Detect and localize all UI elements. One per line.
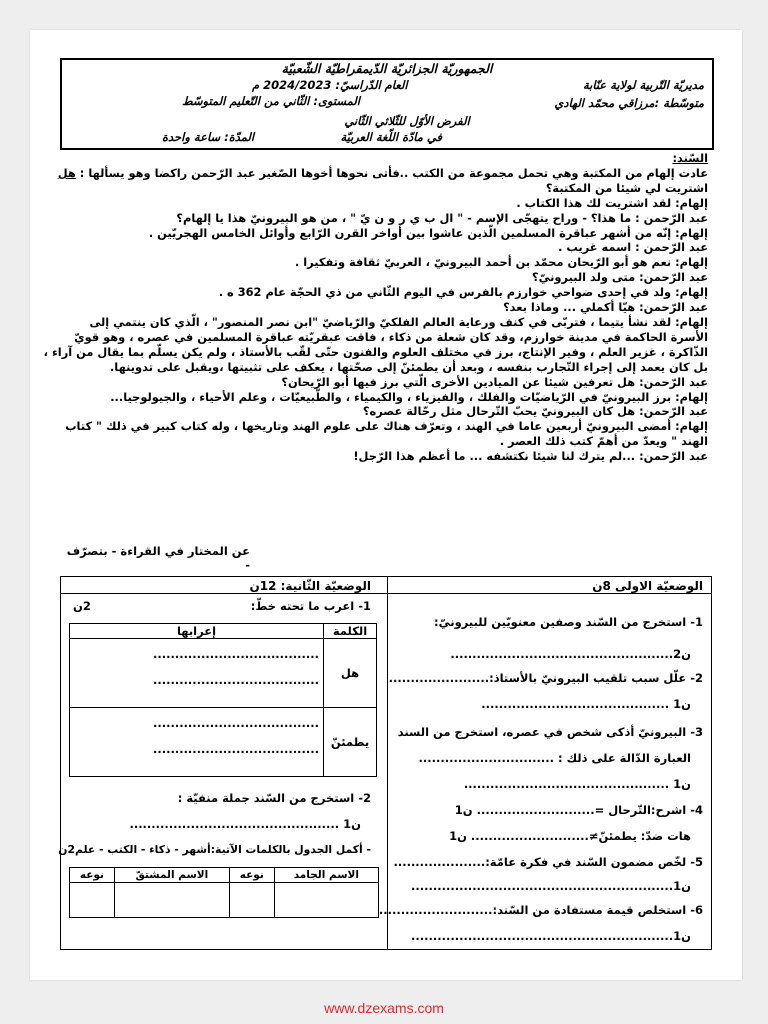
s1-question-4b: هات ضدّ: يطمئنّ≠........................... ن1 [449, 829, 691, 843]
table-cell [274, 883, 378, 918]
s1-answer-1: ن2................................................... [450, 647, 691, 661]
text-source: عن المختار في القراءة - بتصرّف - [66, 544, 250, 572]
text-line: عبد الرّحمن: هل تعرفين شيئا عن الميادين الأخرى الّتي برز فيها أبو الرّيحان؟ [281, 374, 708, 389]
s2-question-1-points: 2ن [73, 599, 91, 613]
text-line: اشتريت لي شيئا من المكتبة؟ [545, 180, 708, 195]
text-line: عبد الرّحمن: ...لم يترك لنا شيئا نكتشفه ... ما أعظم هذا الرّجل! [353, 449, 708, 464]
situation1-title: الوضعيّة الاولى 8ن [592, 579, 703, 593]
text-line: عادت إلهام من المكتبة وهي تحمل مجموعة من الكتب ..فأتى نحوها أخوها الصّغير عبد الرّحمن راكضا وهو يسألها : هل [57, 165, 708, 180]
table-cell [114, 883, 229, 918]
text-line: عبد الرّحمن: متى ولد البيرونيّ؟ [531, 270, 708, 285]
s2-question-3: - أكمل الجدول بالكلمات الآتية:أشهر - ذكاء - الكتب - علم2ن [58, 843, 371, 856]
column-divider [387, 577, 388, 949]
table-cell [70, 883, 115, 918]
exam-header [60, 58, 714, 150]
duration: المدّة: ساعة واحدة [162, 130, 255, 144]
text-label: السّند: [672, 151, 708, 165]
s2-question-2: 2- استخرج من السّند جملة منفيّة : [177, 791, 371, 805]
text-line: إلهام: إنّه من أشهر عباقرة المسلمين الّذين عاشوا بين أواخر القرن الرّابع وأوائل الخامس الهجريّين . [148, 225, 708, 240]
level: المستوى: الثّاني من التّعليم المتوسّط [182, 94, 360, 108]
answer-dots: ...................................... [152, 742, 319, 756]
text-line: عبد الرّحمن : اسمه غريب . [558, 240, 708, 255]
text-line: إلهام: برز البيرونيّ في الرّياضيّات والفلك ، والفيزياء ، والكيمياء ، والطّبيعيّات ، وعلم الأحياء ، والجيولوجيا... [110, 389, 708, 404]
s1-question-4a: 4- اشرح:التّرحال =........................... ن1 [454, 803, 703, 817]
school-year: العام الدّراسيّ: 2024/2023 م [252, 78, 408, 92]
s1-answer-2: ن1 ........................................... [481, 697, 691, 711]
table-header: إعرابها [70, 624, 324, 639]
s1-question-1: 1- استخرج من السّند وصفين معنويّين للبيرونيّ: [434, 615, 703, 629]
text-line: الذّاكرة ، غزير العلم ، وفير الإنتاج، برز في مختلف العلوم والفنون حتّى لقّب بالأستاذ ، ولم يكن يسلّم بما يقال من آراء ، [43, 344, 708, 359]
table-header: الاسم الجامد [274, 868, 378, 883]
text-line: إلهام: أمضى البيرونيّ أربعين عاما في الهند ، وتعرّف هناك على علوم الهند وتاريخها ، وله كتاب كبير في ذلك " كتاب [65, 419, 708, 434]
situation2-title: الوضعيّة الثّانية: 12ن [249, 579, 371, 593]
school-name: متوسّطة :مرزاقي محمّد الهادي [554, 96, 704, 110]
text-line: إلهام: لقد اشتريت لك هذا الكتاب . [516, 195, 708, 210]
answer-dots: ...................................... [152, 716, 319, 730]
text-line: إلهام: لقد نشأ يتيما ، فتربّى في كنف ورعاية العالم الفلكيّ والرّياضيّ "ابن نصر المنصور" ، الّذي كان ينتمي إلى [89, 314, 708, 329]
s2-question-1: 1- اعرب ما تحته خطّ: [250, 599, 371, 613]
s1-question-6: 6- استخلص قيمة مستفادة من السّند:.......................... [378, 903, 703, 917]
classification-table [69, 867, 379, 918]
title-rule [61, 593, 711, 594]
s1-question-3: 3- البيرونيّ أذكى شخص في عصره، استخرج من السند [397, 725, 703, 739]
s1-question-3-cont: العبارة الدّالة على ذلك : ............................... [418, 751, 691, 765]
s1-answer-3: ن1 ............................................... [463, 777, 691, 791]
table-header: نوعه [70, 868, 115, 883]
text-line: عبد الرّحمن : ما هذا؟ - وراح يتهجّى الإسم - " ال ب ي ر و ن يّ " ، من هو البيرونيّ هذا يا إلهام؟ [176, 210, 708, 225]
republic-title: الجمهوريّة الجزائريّة الدّيمقراطيّة الشّعبيّة [281, 61, 493, 76]
answer-dots: ...................................... [152, 673, 319, 687]
s1-answer-6: ن1............................................................ [411, 929, 691, 943]
s1-answer-5: ن1............................................................ [411, 879, 691, 893]
parsing-table [69, 623, 377, 777]
text-line: الهند " ويعدّ من أهمّ كتب ذلك العصر . [499, 434, 708, 449]
table-word: يطمئنّ [324, 708, 377, 777]
text-line: عبد الرّحمن: هيّا أكملي ... وماذا بعد؟ [503, 300, 708, 315]
site-watermark: www.dzexams.com [324, 1000, 444, 1016]
text-line: عبد الرّحمن: هل كان البيرونيّ يحبّ التّرحال مثل رحّالة عصره؟ [362, 404, 708, 419]
subject: في مادّة اللّغة العربيّة [340, 130, 442, 144]
text-line: بل كان يعمد إلى إجراء التّجارب بنفسه ، وبعد أن يطمئنّ إلى صحّتها ، يعكف على تثبيتها ،ويقبل على تدوينها. [109, 359, 708, 374]
exercises-box [60, 576, 712, 950]
table-cell [229, 883, 274, 918]
table-header: الاسم المشتقّ [114, 868, 229, 883]
s2-answer-2: ن1 ................................................ [129, 817, 361, 831]
table-word: هل [324, 639, 377, 708]
text-line: الأسرة الحاكمة في مدينة خوارزم، وقد كان شعلة من ذكاء ، فاقت عبقريّته عباقرة المسلمين في عصره ، وهو قويّ [74, 329, 708, 344]
text-line: إلهام: نعم هو أبو الرّيحان محمّد بن أحمد البيرونيّ ، العربيّ ثقافة وتفكيرا . [294, 255, 708, 270]
reading-text [43, 151, 708, 464]
table-header: نوعه [229, 868, 274, 883]
directorate: مديريّة التّربية لولاية عنّابة [582, 78, 704, 92]
table-header: الكلمة [324, 624, 377, 639]
answer-dots: ...................................... [152, 647, 319, 661]
text-line: إلهام: ولد في إحدى ضواحي خوارزم بالفرس في اليوم الثّاني من ذي الحجّة عام 362 ه . [218, 285, 708, 300]
s1-question-2: 2- علّل سبب تلقيب البيرونيّ بالأستاذ:....................... [388, 671, 703, 685]
s1-question-5: 5- لخّص مضمون السّند في فكرة عامّة:..................... [393, 855, 703, 869]
exam-title: الفرض الأوّل للثّلاثي الثّاني [344, 114, 470, 128]
